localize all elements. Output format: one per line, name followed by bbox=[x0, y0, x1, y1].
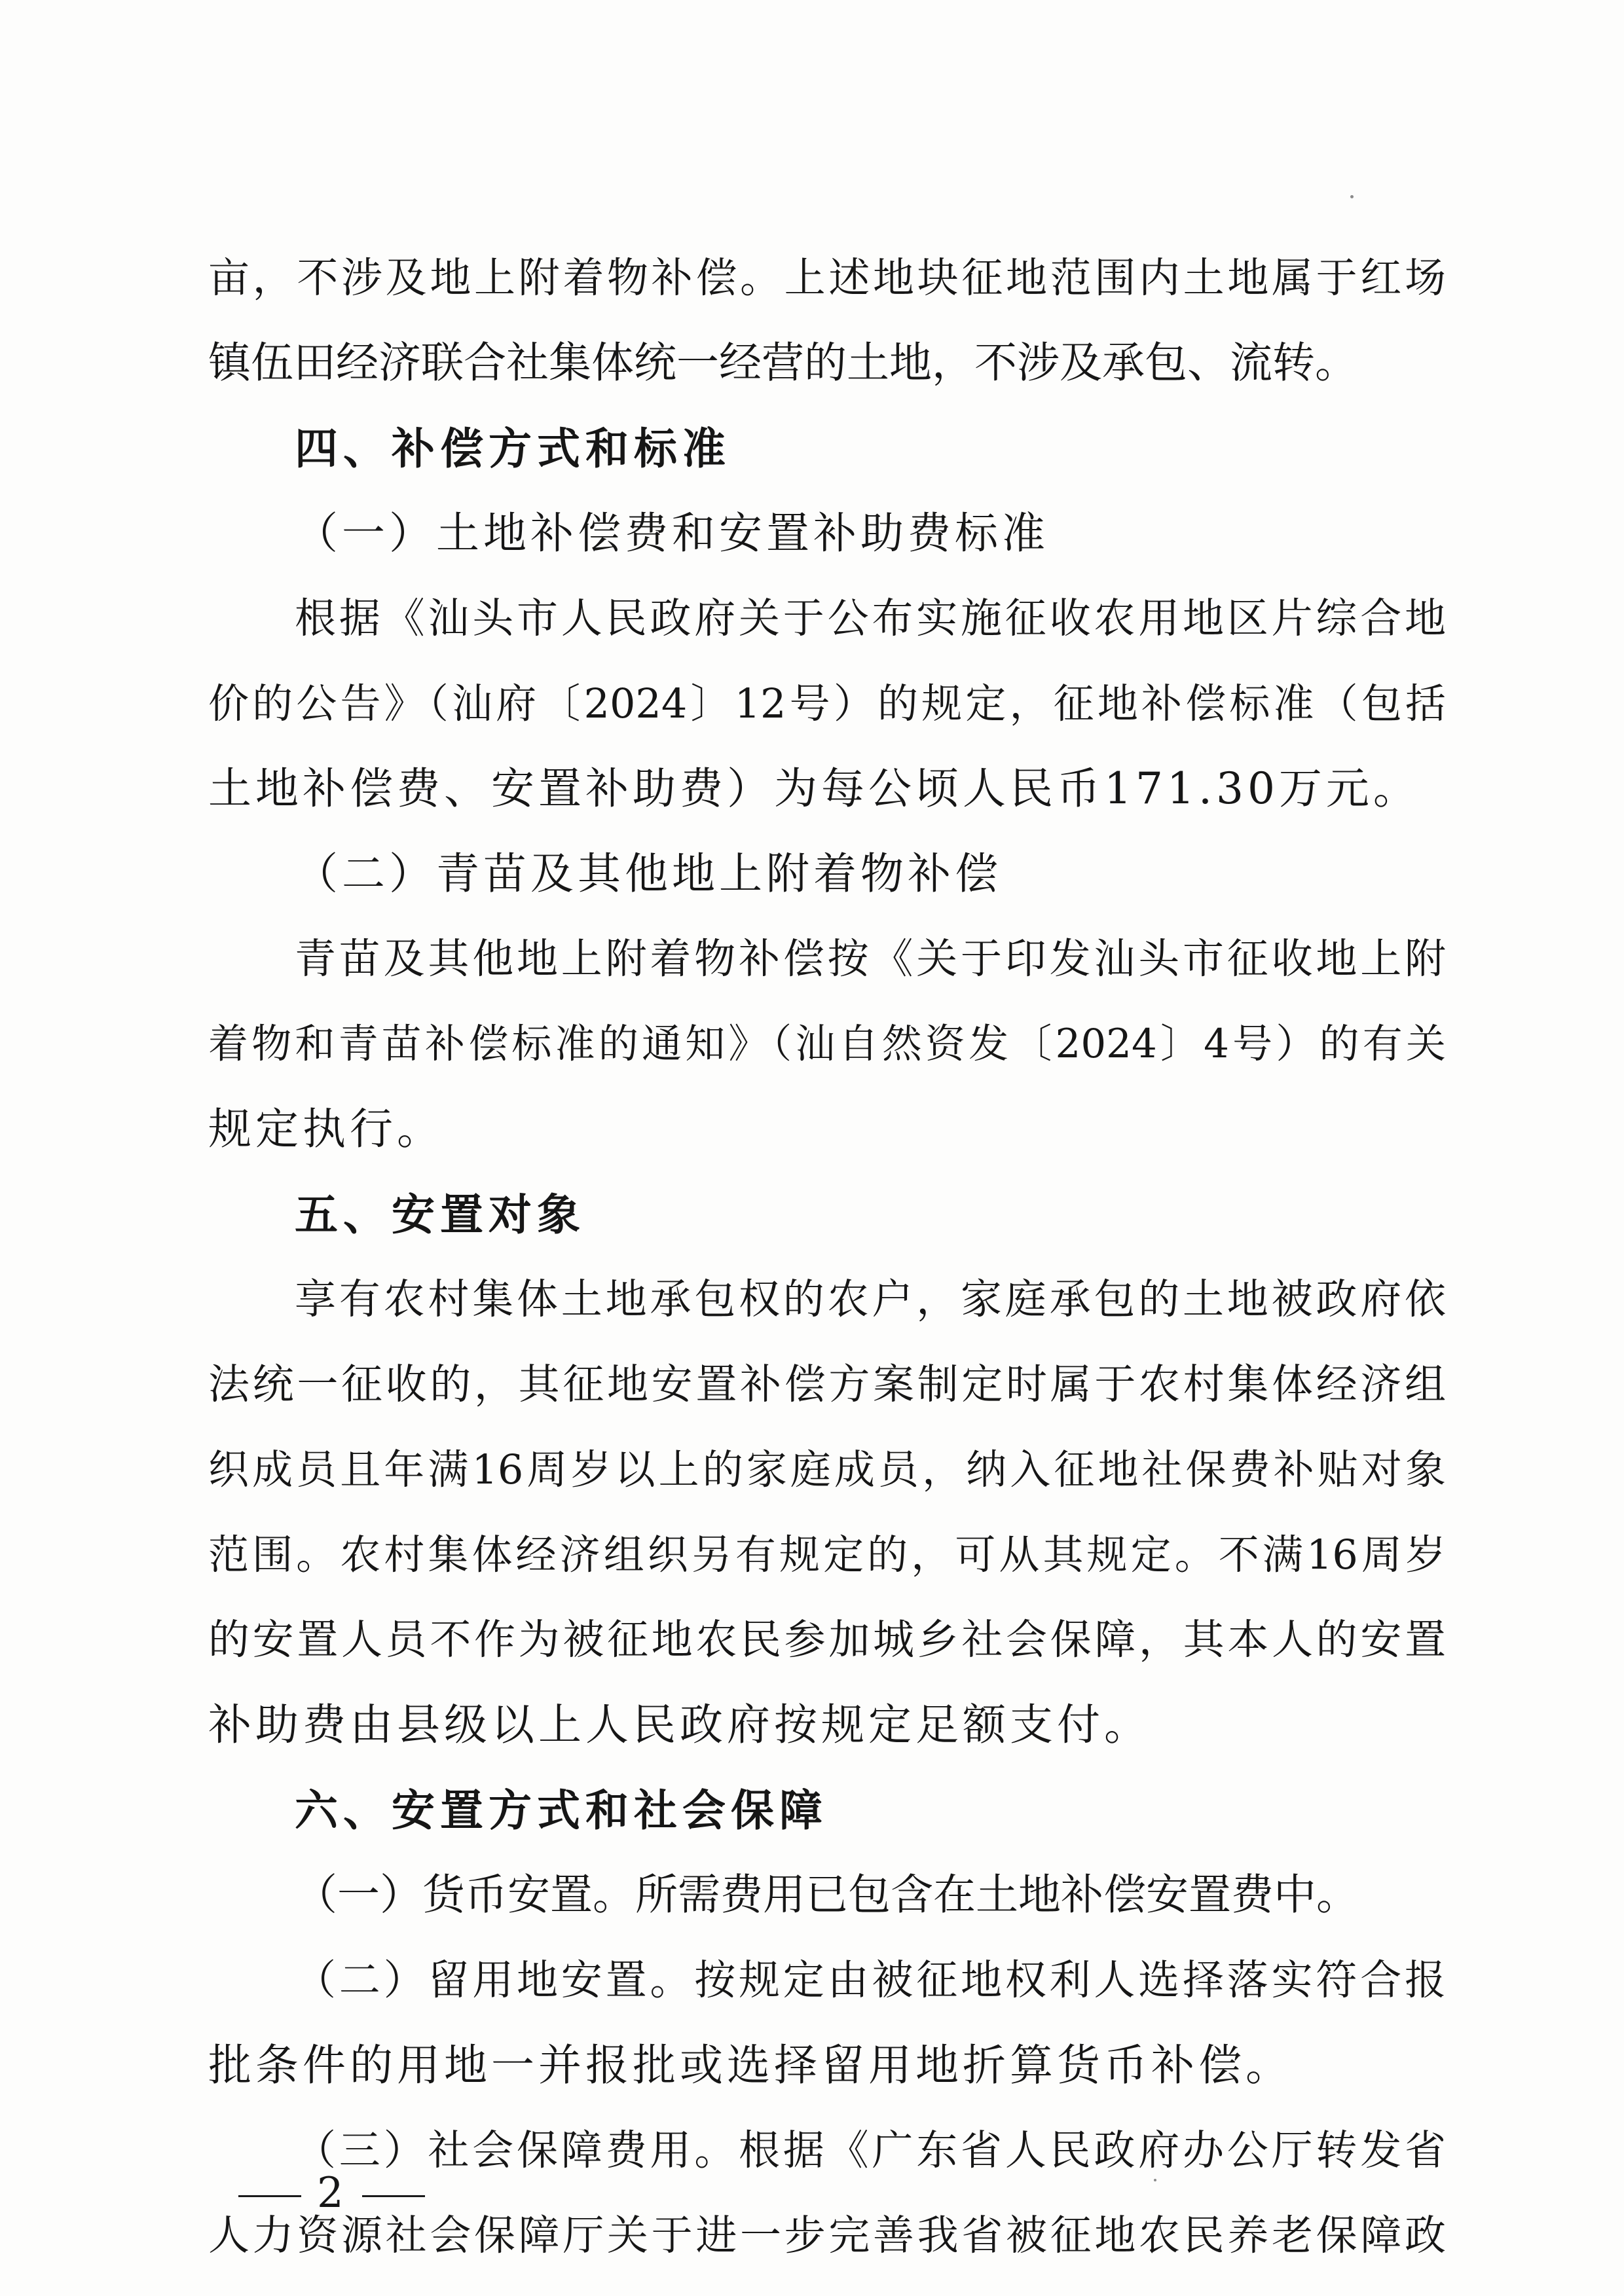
subsection-heading: （二）青苗及其他地上附着物补偿 bbox=[295, 848, 1002, 899]
text-line-14: 法统一征收的，其征地安置补偿方案制定时属于农村集体经济组 bbox=[208, 1360, 1446, 1408]
dash-left bbox=[238, 2195, 301, 2197]
text-line-17: 的安置人员不作为被征地农民参加城乡社会保障，其本人的安置 bbox=[208, 1616, 1446, 1664]
text-line-6: 价的公告》（汕府〔2024〕12号）的规定，征地补偿标准（包括 bbox=[208, 680, 1446, 727]
text-line-21: （二）留用地安置。按规定由被征地权利人选择落实符合报 bbox=[295, 1956, 1446, 2004]
text-line-11: 规定执行。 bbox=[208, 1104, 444, 1154]
text-line-13: 享有农村集体土地承包权的农户，家庭承包的土地被政府依 bbox=[295, 1275, 1446, 1323]
section-heading-5: 五、安置对象 bbox=[295, 1189, 585, 1240]
text-line-9: 青苗及其他地上附着物补偿按《关于印发汕头市征收地上附 bbox=[295, 935, 1446, 983]
text-line-22: 批条件的用地一并报批或选择留用地折算货币补偿。 bbox=[208, 2040, 1293, 2090]
dash-right bbox=[362, 2195, 425, 2197]
section-heading-4: 四、补偿方式和标准 bbox=[295, 423, 731, 474]
text-line-5: 根据《汕头市人民政府关于公布实施征收农用地区片综合地 bbox=[295, 594, 1446, 642]
text-line-10: 着物和青苗补偿标准的通知》（汕自然资发〔2024〕4号）的有关 bbox=[208, 1021, 1446, 1067]
text-line-16: 范围。农村集体经济组织另有规定的，可从其规定。不满16周岁 bbox=[208, 1531, 1446, 1578]
document-body bbox=[208, 236, 1446, 2278]
text-line-20: （一）货币安置。所需费用已包含在土地补偿安置费中。 bbox=[295, 1870, 1359, 1920]
scan-speck bbox=[1154, 2179, 1156, 2181]
page-number-footer bbox=[223, 2160, 441, 2226]
text-line-2: 镇伍田经济联合社集体统一经营的土地，不涉及承包、流转。 bbox=[208, 338, 1358, 388]
text-line-1: 亩，不涉及地上附着物补偿。上述地块征地范围内土地属于红场 bbox=[208, 254, 1446, 302]
text-line-24: 人力资源社会保障厅关于进一步完善我省被征地农民养老保障政 bbox=[208, 2212, 1446, 2259]
text-line-15: 织成员且年满16周岁以上的家庭成员，纳入征地社保费补贴对象 bbox=[208, 1446, 1446, 1493]
text-line-7: 土地补偿费、安置补助费）为每公顷人民币171.30万元。 bbox=[208, 763, 1420, 814]
page-number: 2 bbox=[317, 2169, 346, 2217]
text-line-23: （三）社会保障费用。根据《广东省人民政府办公厅转发省 bbox=[295, 2126, 1446, 2174]
section-heading-6: 六、安置方式和社会保障 bbox=[295, 1785, 828, 1836]
subsection-heading: （一）土地补偿费和安置补助费标准 bbox=[295, 508, 1049, 558]
scan-speck bbox=[1350, 195, 1354, 198]
text-line-18: 补助费由县级以上人民政府按规定足额支付。 bbox=[208, 1700, 1151, 1750]
